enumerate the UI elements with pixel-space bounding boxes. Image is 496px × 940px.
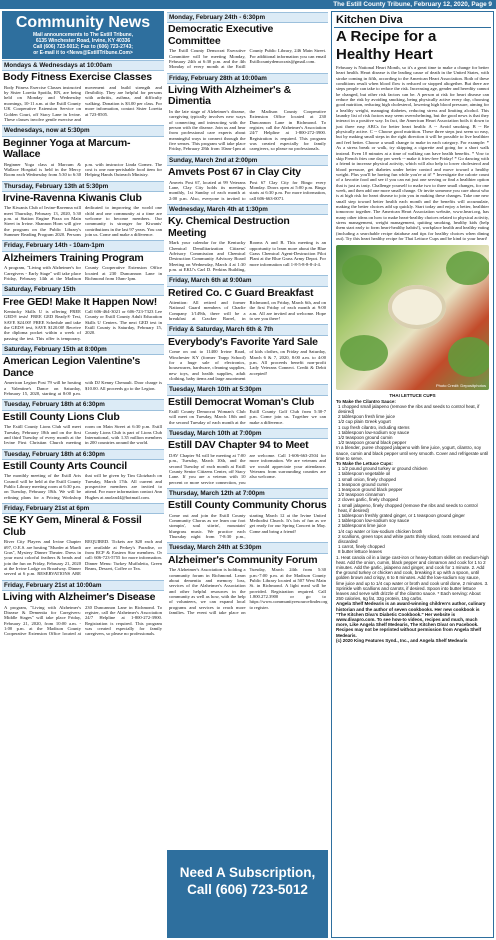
subscription-line: Need A Subscription, (179, 865, 316, 880)
recipe-note: In a blender, puree chopped jalapeno with lime juice, yogurt, cilantro, soy sauce, cumin and black pepper until very smooth. Cover and refrigerate until time to serve. (336, 445, 489, 461)
photo-credit: Photo Credit: Depositphotos (435, 382, 486, 388)
article-body: The monthly meeting of the Estill Arts Council will be held at the Estill County Public Library meeting room at 6:30 p.m. on Tuesday, February 18th. We will be refining plans for a Pricing Workshop that will be given by Tim Glotzbach on Tuesday, March 17th. All current and prospective members are invited to attend. For more information contact Ann Hughes at anolan44@hotmail.com. (4, 473, 162, 500)
article (167, 12, 328, 72)
article-headline: Estill County Lions Club (3, 410, 120, 423)
author-bio: Angela Shelf Medearis is an award-winning children's author, culinary historian and the author of seven cookbooks. Her new cookbook is "The Kitchen Diva's Diabetic Cookbook." Her website is www.divapro.com. To see how-to videos, recipes and much, much more, Like Angela Shelf Medearis, The Kitchen Diva! on Facebook. Recipes may not be reprinted without permission from Angela Shelf Medearis. (336, 601, 486, 638)
ingredient-item: 1/2 teaspoon ground cumin (338, 434, 393, 440)
article-headline: Free GED! Make It Happen Now! (3, 295, 158, 308)
article (2, 399, 164, 447)
article-headline: Irvine-Ravenna Kiwanis Club (3, 191, 142, 204)
article-date-bar: Mondays & Wednesdays at 10:00am (2, 60, 164, 71)
article-body: Beginner Yoga class at Marcum & Wallace Hospital is held in the Mercy Room each Wednesday from 5:30 to 6:30 p.m. with instructor Linda Gomez. The cost is one non-perishable food item for Helping Hands Outreach Ministry. (4, 161, 162, 178)
article-body: In the late stage of Alzheimer's disease, caregiving typically involves new ways of connecting and interacting with the person with the disease. Join us and hear from professional care experts about meaningful ways to connect through the five senses. This program will take place Friday, February 28th from 10am-1pm at the Madison County Cooperative Extension Office located at 230 Duncannon Lane in Richmond. To register, call the Alzheimer's Association 24/7 Helpline at 1-800-272-3900. Registration is required. This program was created especially for family caregivers, so please no professionals. (169, 108, 326, 152)
article-headline: SE KY Gem, Mineral & Fossil Club (3, 514, 142, 538)
ingredient-item: 1 teaspoon ground cumin (338, 481, 389, 487)
article-headline: Estill County Arts Council (3, 459, 127, 472)
banner-line: Call (606) 723-5012; Fax to (606) 723-2743; (33, 44, 133, 50)
article (2, 181, 164, 240)
ingredient-item: 2 tablespoons lime juice (338, 523, 387, 529)
banner-line: 6135 Winchester Road, Irvine, KY 40336 (35, 38, 131, 44)
article-body: Kentucky Skills U is offering FREE GED® tests! FREE GED Ready® Test, SAVE $24.00! FREE Schedule and take the GED® test, SAVE $120.00! Receive the diploma pocket within a week of passing the test. This offer is temporary. Call 606-464-3021 or 606-723-7323 Lee County or Estill County Adult Education Skills U Centers. The next GED test in Estill County is Saturday, February 15, 2020. (4, 309, 162, 341)
recipe (334, 393, 491, 643)
community-news-banner (2, 11, 164, 59)
article (2, 240, 164, 283)
article-body: The Estill County Lions Club will meet Tuesday, February 18th and on the first and third Tuesday of every month at the Irvine First Christian Church meeting room on Main Street at 6:30 p.m. Estill County Lions Club is part of Lions Club International, with 1.35 million members in 200 countries around the world. (4, 424, 162, 446)
article-headline: Estill DAV Chapter 94 to Meet (168, 439, 309, 452)
article (167, 275, 328, 323)
article-body: American Legion Post 79 will be hosting a Valentine's Dance on Saturday, February 15, 2020, starting at 8:00 p.m. with DJ Kenny Chenault. Door charge is $10.00. All proceeds go to the Legion. (4, 380, 162, 397)
article-date-bar: Friday & Saturday, March 6th & 7th (167, 324, 328, 335)
column-right (331, 11, 494, 938)
article-headline: American Legion Valentine's Dance (3, 355, 141, 379)
article-headline: Democratic Executive Committee (168, 23, 274, 47)
article-headline: Living with Alzheimer's Disease (3, 591, 156, 604)
article-headline: Living With Alzheimer's & Dimentia (168, 83, 292, 108)
subscription-ad (167, 850, 328, 938)
subscription-phone: Call (606) 723-5012 (187, 882, 308, 897)
sauce-bowl-icon (388, 285, 446, 329)
article-headline: Ky. Chemical Destruction Meeting (168, 215, 290, 239)
kitchen-diva-title: A Recipe for a Healthy Heart (336, 28, 437, 63)
page-header: The Estill County Tribune, February 12, 2020, Page 9 (0, 0, 496, 9)
article-date-bar: Tuesday, February 18th at 6:30pm (2, 449, 164, 460)
article-headline: Alzheimer's Community Forum (168, 553, 318, 566)
ingredient-item: 1/4 cup water or low-sodium chicken broth (338, 528, 423, 534)
ingredient-item: 1 chopped small jalapeno (remove the ribs and seeds to control heat, if desired) (338, 403, 480, 414)
article-headline: Estill Democrat Woman's Club (168, 395, 315, 408)
article (167, 542, 328, 617)
ingredient-item: 1/2 teaspoon cinnamon (338, 492, 385, 498)
ingredient-item: 1 tablespoon low-sodium soy sauce (338, 429, 410, 435)
article-headline: Estill County Community Chorus (168, 499, 327, 512)
article (167, 204, 328, 274)
ingredient-item: 1/2 cup plain Greek yogurt (338, 419, 391, 425)
article-body: The Estill County Democrat Executive Committee will be meeting Monday, February 24th at 6:30 p.m. and the 4th Monday of every month at the Estill County Public Library, 246 Main Street. For additional information you can email Estillcountydemocrats@gmail.com. (169, 48, 326, 70)
article (2, 344, 164, 398)
copyright: (c) 2020 King Features Synd., Inc., and Angela Shelf Medearis (336, 637, 468, 643)
ingredient-item: 1 tablespoon freshly grated ginger, or 1 teaspoon ground ginger (338, 513, 465, 519)
ingredient-item: 8 butter lettuce leaves (338, 549, 383, 555)
article-body: Mark your calendar for the Kentucky Chemical Demilitarization Citizens' Advisory Commission and Chemical Destruction Community Advisory Board Meeting on Wednesday, March 4 at 1:30 p.m. at EKU's Carl D. Perkins Building, Rooms A and B. This meeting is an opportunity to learn more about the Blue Grass Chemical Agent-Destruction Pilot Plant at the Blue Grass Army Depot. For more information call 1-8-5-8-8-8-4-4. (169, 240, 326, 272)
article-headline: Amvets Post 67 in Clay City (168, 166, 301, 179)
article-body: Come out and join the Estill County Community Chorus as we learn our foot stompin', soul stirrin', mountain' bluegrass music. We practice each Thursday night from 7-8:30 p.m., starting March 12 at the Irvine United Methodist Church. It's lots of fun as we get ready for our Spring Concert in May. Come and bring a friend! (169, 512, 326, 540)
article-date-bar: Wednesday, March 4th at 1:30pm (167, 204, 328, 215)
article-date-bar: Tuesday, March 24th at 5:30pm (167, 542, 328, 553)
article-date-bar: Friday, February 21st at 6pm (2, 503, 164, 514)
ingredient-item: 1 small onion, finely chopped (338, 476, 397, 482)
ingredient-item: 1 cup fresh cilantro, including stems (338, 424, 410, 430)
article-date-bar: Saturday, February 15th at 8:00pm (2, 344, 164, 355)
article-date-bar: Sunday, March 2nd at 2:00pm (167, 155, 328, 166)
article-body: Body Fitness Exercise Classes instructed by Sister Loretta Spotila, RN, are being held on Monday and Wednesday mornings, 10-11 a.m. at the Estill County UK Cooperative Extension Service on Golden Court, off Stacy Lane in Irvine. These classes involve gentle exercise and movement and build strength and flexibility. They are helpful for persons with arthritis, asthma, and difficulty walking. Donation is $3.00 per class. For more information, contact Sister Loretta at 723-8505. (4, 84, 162, 122)
article (2, 60, 164, 124)
article (167, 73, 328, 154)
article (2, 125, 164, 179)
article-body: A program, "Living with Alzheimer's for Caregivers - Early Stage" will take place Friday, February 14th at the Madison County Cooperative Extension Office located at 230 Duncannon Lane in Richmond from 10am-1pm. (4, 265, 162, 281)
article-date-bar: Friday, March 6th at 9:00am (167, 275, 328, 286)
column-middle (167, 11, 328, 938)
article-date-bar: Friday, February 14th - 10am-1pm (2, 240, 164, 251)
article-date-bar: Friday, February 28th at 10:00am (167, 73, 328, 84)
ingredient-item: 1 tablespoon vegetable oil (338, 471, 391, 477)
recipe-subheading: To Make the Cilantro Sauce: (336, 398, 396, 404)
article (167, 155, 328, 203)
article-date-bar: Thursday, March 12th at 7:00pm (167, 488, 328, 499)
ingredient-item: 2 scallions, green tops and white parts thinly sliced, roots removed and discarded (338, 533, 480, 545)
article-headline: Body Fitness Exercise Classes (3, 71, 152, 84)
article (167, 324, 328, 383)
article (167, 384, 328, 427)
kitchen-diva-box (331, 11, 494, 938)
ingredient-item: 1 carrot, finely chopped (338, 544, 385, 550)
ingredient-item: 1 tablespoon low-sodium soy sauce (338, 518, 410, 524)
kitchen-diva-header: Kitchen Diva (334, 14, 491, 28)
article-body: DAV Chapter 94 will be meeting at 7:00 p.m., Tuesday, March 10th, and the second Tuesday of each month at Estill County Senior Citizens Center, off Stacy Lane. If you are a veteran with 10 percent or more service connection, you are welcome. Call 1-606-663-2504 for more information. We are veterans and we would appreciate your attendance. Veterans from surrounding counties are also welcome. (169, 452, 326, 485)
recipe-steps: 1. Heat canola oil in a large cast-iron or heavy-bottom skillet on medium-high heat. Add the onion, cumin, black pepper and cinnamon and cook for 1 to 2 minutes. Add the garlic, jalapeno and ginger, and cook for 1 minute. 2. Add the ground turkey or chicken and cook, breaking it up with a spoon, until golden brown and crispy, 6 to 8 minutes. Add the low-sodium soy sauce, lime juice and up to 1/4 cup water or broth and cook until done, 2 minutes. 3. Sprinkle with scallions and carrots, if desired. Spoon into butter lettuce leaves and serve with drizzle of the cilantro sauce. * Each serving: About 250 calories, 6g fat, 32g protein, 15g carbs. (336, 554, 489, 602)
article-headline: Beginner Yoga at Marcum-Wallace (3, 136, 131, 160)
article-headline: Alzheimers Training Program (3, 251, 144, 264)
article-body: River City Players and Irvine Chapter #97, O.E.S. are hosting "Murder at Mardi Gras", Mystery Dinner Theater. Dress in your most colorful feathers & beads and join the fun on Friday, February 21, 2020 at the Irvine Lodge on Broadway. Dinner served at 6 p.m. RESERVATIONS ARE REQUIRED. Tickets are $20 each and are available at Perkey's Paradise, or from RCP & Eastern Star members. Or call: 606-723-5755 for more information. Dinner Menu: Turkey Muffaletta, Green Beans, Dessert, Coffee or Tea. (4, 539, 162, 577)
kitchen-diva-article: February is National Heart Month, so it's a great time to make a change for better heart health. Heart disease is the leading cause of death in the United States, with stroke coming in fifth, according to the American Heart Association. Both of these conditions result when blood flow is reduced or stopped altogether. But there are steps people can take to reduce the risk. Increasing age, gender and heredity cannot be changed, but other risk factors can be. A person at risk for heart disease can reduce the risk by avoiding smoking, being physically active every day, choosing good nutrition, reducing high cholesterol, lowering high blood pressure, aiming for a healthy weight, managing diabetes, reducing stress and limiting alcohol. This laundry list of risk factors may seem overwhelming, but the good news is that they interact in a positive way. In fact, the American Heart Association boils it down to just three easy ABCs for better heart health: A -- Avoid smoking. B -- Be physically active. C -- Choose good nutrition. These three steps just seem so easy, but by making small steps in the right direction it will be possible to live healthier and feel better. Choose a small change to make in each category. For example: * As a stress break or walk, try skipping a cigarette and going for a short walk instead. Even 10 minutes at a time of walking can have health benefits. * Vow to skip French fries one day per week -- make it fries-free Friday! * Go dancing with a friend to increase physical activity, which will also help to lower cholesterol and blood pressure, get diabetes under better control and move toward a healthy weight. Plus you'll be having fun while you're at it! * Investigate the calorie count of a favorite food and see if you can eat just one serving or find a healthier option that is just as tasty. Challenge yourself to make two to three small changes, for one week, and then add one more small change. Or invite someone you care about who is at high risk for heart disease to join you in making these changes. Take one new small step toward better health each month and the benefits will accumulate, making the better choices add up quickly. Start today and enjoy a better, healthier tomorrow together. The American Heart Association website, www.heart.org, has many other ideas on how to make heart-healthy choices related to physical activity, stress management, weight management, quitting smoking, healthy kids (help them start early to form heart-healthy habits!), workplace health and healthy eating (including a searchable recipe database and tips for healthy choices when dining out). Try this heart healthy recipe for Thai Lettuce Cups and be kind to your heart! (336, 65, 489, 241)
ingredient-item: 1 1/2 pound ground turkey or ground chicken (338, 466, 428, 472)
article-date-bar: Thursday, February 13th at 5:30pm (2, 181, 164, 192)
article (167, 428, 328, 487)
ingredient-item: 1 teaspoon ground black pepper (338, 487, 403, 492)
banner-line: Mail announcements to The Estill Tribune, (32, 32, 133, 38)
ingredient-item: 1/2 teaspoon ground black pepper (338, 440, 407, 446)
article-date-bar: Tuesday, March 10th at 5:30pm (167, 384, 328, 395)
column-left (2, 11, 164, 938)
recipe-title: THAI LETTUCE CUPS (389, 393, 436, 399)
banner-line: or E-mail it to <News@EstillTribune.Com> (33, 50, 133, 56)
article-date-bar: Monday, February 24th - 6:30pm (167, 12, 328, 23)
community-news-title: Community News (15, 14, 151, 31)
article-date-bar: Friday, February 21st at 10:00am (2, 580, 164, 591)
recipe-subheading: To Make the Lettuce Cups: (336, 460, 393, 466)
article-date-bar: Tuesday, March 10th at 7:00pm (167, 428, 328, 439)
article-body: Amvets Post 67, located at 99 Veterans Lane, Clay City holds its meetings monthly, 1st Sunday of each month at 2:00 p.m. Also, everyone is invited to Post 67 Clay City for Bingo every Monday. Doors open at 5:00 p.m. Bingo starts at 6:30 p.m. For more information, call 606-663-0071. (169, 179, 326, 201)
article-date-bar: Tuesday, February 18th at 6:30pm (2, 399, 164, 410)
article (2, 580, 164, 639)
ingredient-item: 1 small jalapeno, finely chopped (remove the ribs and seeds to control heat, if desired) (338, 502, 478, 513)
article-body: The Alzheimer's Association is holding a community forum in Richmond. Learn about dementia and memory loss, services of the Alzheimer's Association and other helpful resources in the community as well as how, with the help of volunteers, we can expand local programs and services to reach more families. The event will take place on Tuesday, March 24th from 5:30 p.m.-7:00 p.m. at the Madison County Public Library located at 507 West Main St. in Richmond. A light meal will be provided. Registration required. Call 1.800.272.3900 or go to https://www.communityresourcefinder.org to register. (169, 567, 328, 616)
article (2, 284, 164, 343)
article-headline: Retired Co. C Guard Breakfast (168, 286, 314, 299)
article (2, 503, 164, 579)
article-body: Attention: All retired and former National Guard members of Charlie Company 1/149th, there will be a breakfast at Cracker Barrel, in Richmond, on Friday, March 6th, and on the first Friday of each month at 9:00 a.m. All are invited and welcome. Hope to see you there! (169, 300, 326, 322)
article-body: The Kiwanis Club of Irvine-Ravenna will meet Thursday, February 13, 2020, 5:30 p.m. at Station Engine Pizza on Main Street in Irvine. Shannon Horn will give the program on the Public Library's Summer Reading Program 2020. Persons dedicated to improving the world one child and one community at a time are welcome to become members. Our community is stronger for Kiwanis' contributions in the last 97 years. You can join us. Come and make a difference. (4, 205, 162, 238)
ingredient-item: 2 tablespoon fresh lime juice (338, 414, 396, 420)
article-date-bar: Wednesdays, now at 5:30pm (2, 125, 164, 136)
article (2, 449, 164, 503)
article-date-bar: Saturday, February 15th (2, 284, 164, 295)
article-body: Estill County Democrat Woman's Club will meet on Tuesday, March 10th and the second Tuesday of each month at the Estill County Golf Club from 5:30-7 p.m. Come join us. Together we can make a difference. (169, 409, 326, 425)
ingredient-item: 2 cloves garlic, finely chopped (338, 497, 399, 503)
article (167, 488, 328, 542)
article-body: A program, "Living with Alzheimer's Disease & Dementia for Caregivers: Middle Stages" will take place Friday, February 21, 2020, from 10:00 a.m. - 1:00 p.m. at the Madison County Cooperative Extension Office located at 230 Duncannon Lane in Richmond. To register, call the Alzheimer's Association 24/7 Helpline at 1-800-272-3900. Registration is required. This program was created especially for family caregivers, so please no professionals. (4, 604, 162, 637)
article-headline: Everybody's Favorite Yard Sale (168, 335, 318, 348)
lettuce-cups-photo (336, 245, 489, 390)
article-body: Come on out to 11400 Irvine Road, Winchester KY (former Trapp School) for a huge sale of electronics, housewares, hardware, cleaning supplies, new toys, and health supplies, adult clothing, baby items and large assortment of kids clothes, on Friday and Saturday, March 6 & 7, 2020, 8:00 a.m. to 4:00 p.m. All proceeds benefit non-profit Lady Veterans Connect. Credit & Debit accepted! (169, 349, 326, 381)
